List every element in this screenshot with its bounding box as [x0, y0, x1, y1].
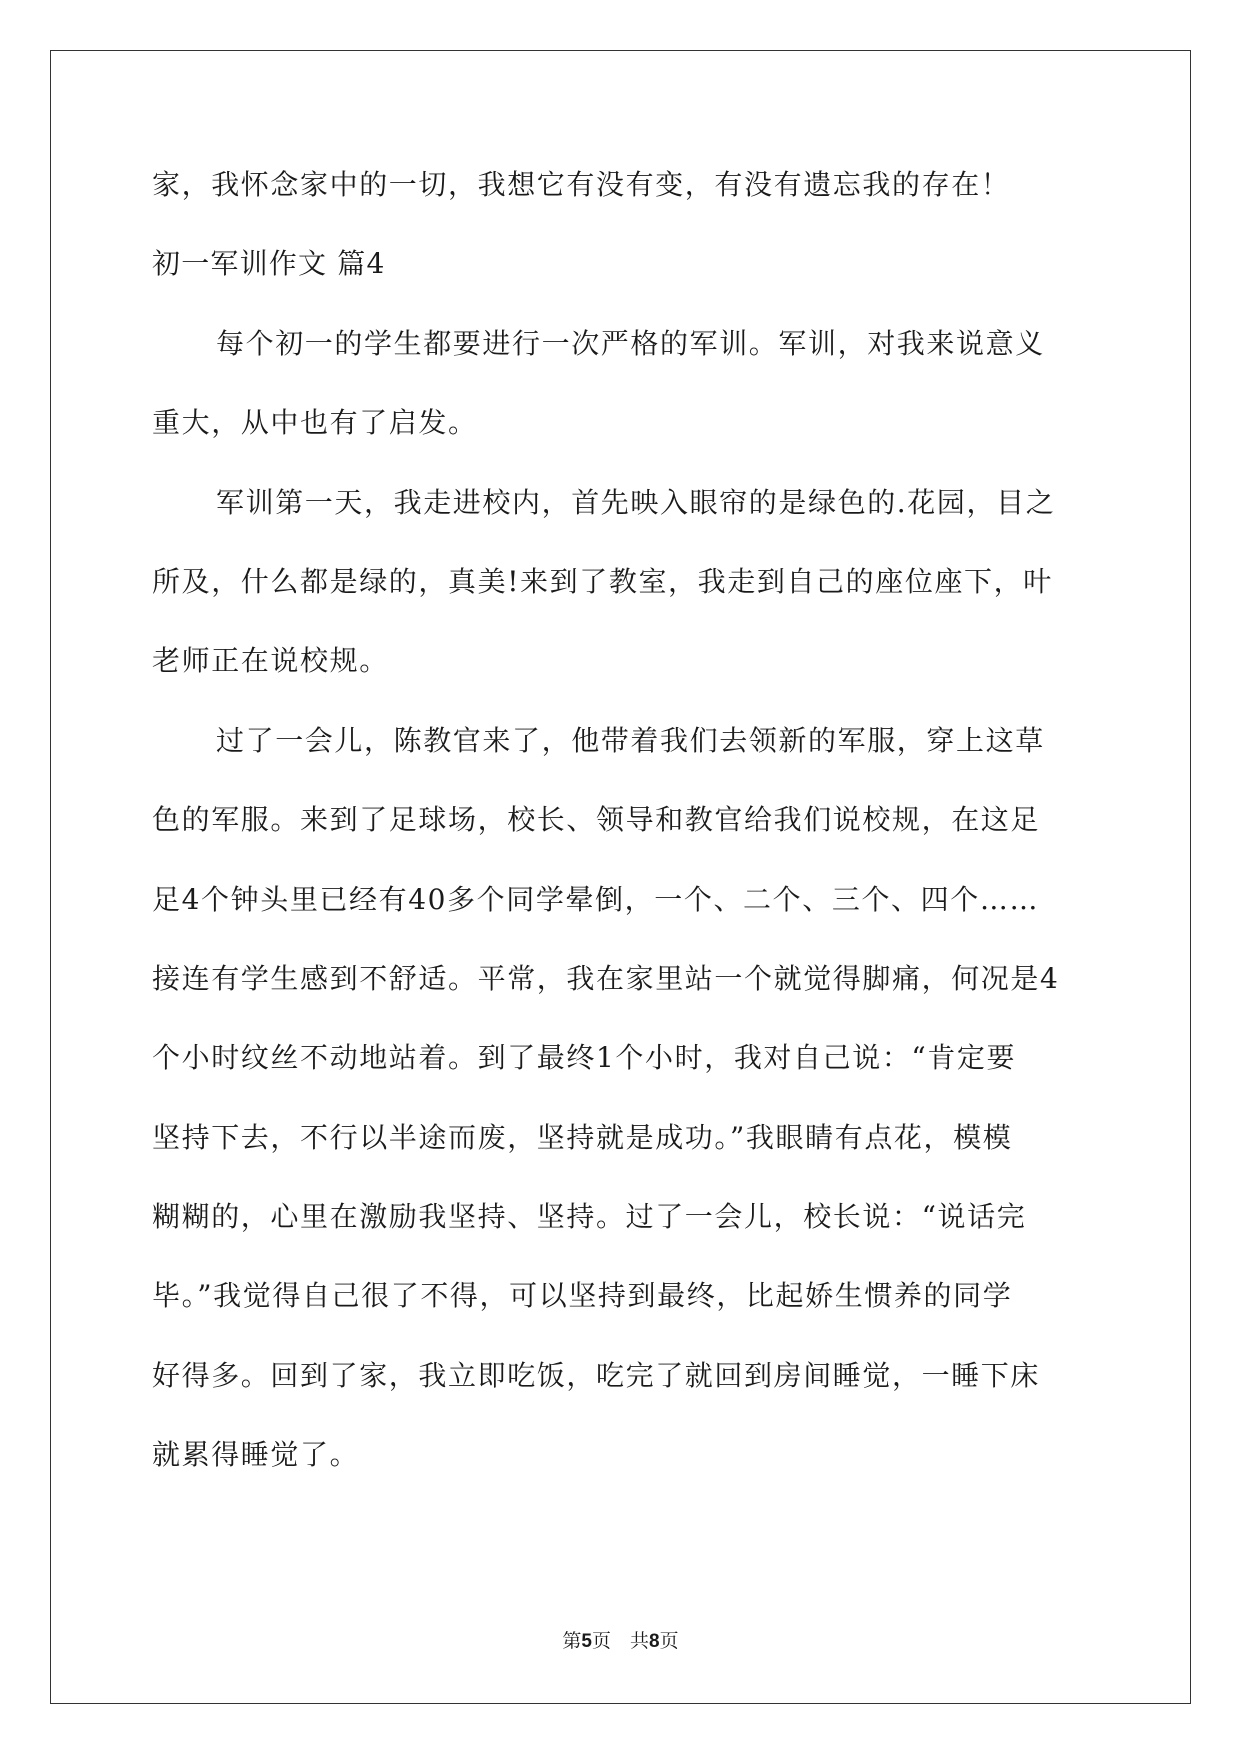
document-body [152, 165, 1092, 1515]
paragraph-line: 军训第一天，我走进校内，首先映入眼帘的是绿色的.花园，目之 [216, 485, 1056, 519]
paragraph-line: 色的军服。来到了足球场，校长、领导和教官给我们说校规，在这足 [152, 803, 1041, 837]
page-footer [0, 1629, 1241, 1654]
paragraph-line: 坚持下去，不行以半途而废，坚持就是成功。”我眼睛有点花，模模 [152, 1120, 1013, 1154]
paragraph-line: 毕。”我觉得自己很了不得，可以坚持到最终，比起娇生惯养的同学 [152, 1279, 1013, 1313]
total-page-number: 8 [649, 1631, 660, 1652]
paragraph-line: 好得多。回到了家，我立即吃饭，吃完了就回到房间睡觉，一睡下床 [152, 1358, 1041, 1392]
paragraph-line: 接连有学生感到不舒适。平常，我在家里站一个就觉得脚痛，何况是4 [152, 961, 1060, 995]
current-page-number: 5 [581, 1631, 592, 1652]
paragraph-line: 过了一会儿，陈教官来了，他带着我们去领新的军服，穿上这草 [216, 723, 1045, 757]
page-label-suffix: 页 [659, 1630, 679, 1652]
paragraph-line: 每个初一的学生都要进行一次严格的军训。军训，对我来说意义 [216, 326, 1045, 360]
paragraph-line: 足4个钟头里已经有40多个同学晕倒，一个、二个、三个、四个…… [152, 882, 1040, 916]
paragraph-line: 就累得睡觉了。 [152, 1438, 360, 1472]
paragraph-line: 重大，从中也有了启发。 [152, 406, 478, 440]
paragraph-line: 个小时纹丝不动地站着。到了最终1个小时，我对自己说：“肯定要 [152, 1041, 1017, 1075]
paragraph-line: 糊糊的，心里在激励我坚持、坚持。过了一会儿，校长说：“说话完 [152, 1200, 1027, 1234]
page-label-prefix: 第 [562, 1630, 582, 1652]
section-heading: 初一军训作文 篇4 [152, 247, 386, 281]
paragraph-line: 家，我怀念家中的一切，我想它有没有变，有没有遗忘我的存在！ [152, 168, 1011, 201]
page-label-mid: 页 共 [591, 1630, 649, 1652]
paragraph-line: 老师正在说校规。 [152, 644, 389, 678]
paragraph-line: 所及，什么都是绿的，真美!来到了教室，我走到自己的座位座下，叶 [152, 564, 1053, 598]
